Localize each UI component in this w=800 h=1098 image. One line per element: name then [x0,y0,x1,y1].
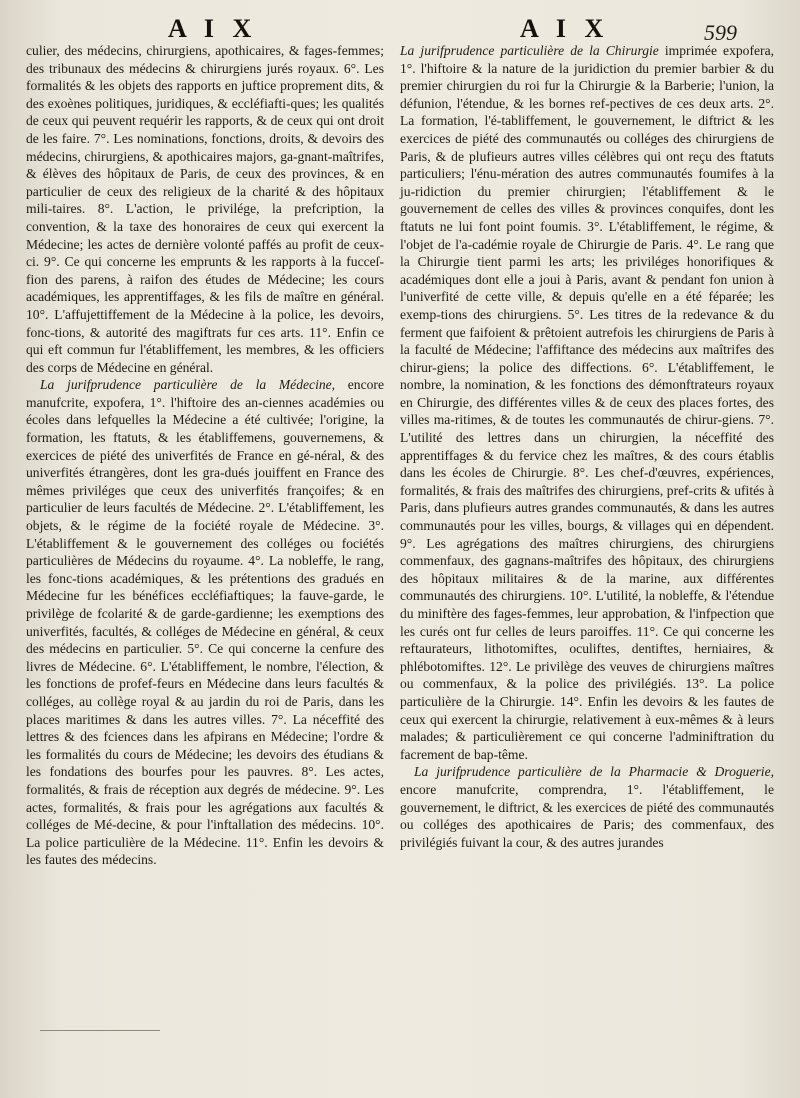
bottom-rule [40,1030,160,1031]
paragraph [400,42,774,763]
running-head-left: A I X [168,14,258,43]
running-head-right: A I X [520,14,610,43]
paragraph-text: encore manufcrite, expofera, 1°. l'hiftoire des an-ciennes académies ou écoles dans lefquelles la Médecine a été cultivée; l'origine, la formation, les ftatuts, & les établiffemens, gouvernemens, & exercices de piété des univerfités de France en gé-néral, & des univerfités étrangères, dont les gra-dués jouiffent en France des mêmes priviléges que ceux des univerfités françoifes; & en particulier de leurs facultés de Médecine. 2°. L'établiffement, les objets, & le régime de la fociété royale de Médecine. 3°. L'établiffement & le gouvernement des colléges ou fociétés particulières de Médecins du royaume. 4°. La nobleffe, le rang, les fonc-tions académiques, & les prétentions des gradués en Médecine fur les bénéfices eccléfiaftiques; la fauve-garde, le privilège de fcolarité & de garde-gardienne; les exemptions des univerfités, facultés, & colléges de Médecine en général, & ceux des médecins en particulier. 5°. Ce qui concerne la cenfure des livres de Médecine. 6°. L'établiffement, le nombre, l'élection, & les fonctions de profef-feurs en Médecine dans leurs facultés & colléges, au collège royal & au jardin du roi de Paris, dans les places maritimes & dans les autres villes. 7°. La néceffité des lettres & des fciences dans les afpirans en Médecine; l'ordre & les formalités du cours de Médecine; les devoirs des étudians & les fondations des bourfes pour les pauvres. 8°. Les actes, formalités, & frais de réception aux degrés de médecine. 9°. Les actes, formalités, & frais pour les agrégations aux facultés & colléges de Mé-decine, & pour l'inftallation des médecins. 10°. La police particulière de la Médecine. 11°. Enfin les devoirs & les fautes des médecins. [26,377,384,868]
paragraph-text: culier, des médecins, chirurgiens, apothicaires, & fages-femmes; des tribunaux des médecins & chirurgiens jurés royaux. 6°. Les formalités & les objets des rapports en juftice proprement dits, & des exoènes politiques, juridiques, & eccléfiafti-ques; les qualités de ceux qui peuvent requérir les rapports, & de ceux qui ont droit de les faire. 7°. Les nominations, fonctions, droits, & devoirs des médecins, chirurgiens, & apothicaires majors, ga-gnant-maîtrifes, & élèves des hôpitaux de Paris, de ceux des provinces, & en particulier de ceux des religieux de la charité & des hôpitaux mili-taires. 8°. L'action, le privilége, la prefcription, la convention, & la taxe des honoraires de ceux qui exercent la Médecine; les actes de dernière volonté paffés au profit de ceux-ci. 9°. Ce qui concerne les emprunts & les rapports à la fucceſ-fion des parens, à raifon des études de Médecine; les cours académiques, les apprentiffages, & les fils de maître en général. 10°. L'affujettiffement de la Médecine à la police, les devoirs, fonc-tions, & autorité des magiftrats fur ces arts. 11°. Enfin ce qui eft commun fur l'établiffement, les membres, & les officiers des corps de Médecine en général. [26,43,384,375]
paragraph [400,763,774,851]
paragraph-text: imprimée expofera, 1°. l'hiftoire & la nature de la juridiction du premier barbier & du premier chirurgien du roi fur la Chirurgie & la Barberie; l'union, la défunion, l'étendue, & les bornes ref-pectives de ces deux arts. 2°. La formation, l'é-tabliffement, le gouvernement, le diftrict & les exercices de piété des communautés ou colléges des chirurgiens de Paris, & de plufieurs autres villes célèbres qui ont reçu des ftatuts particuliers; l'énu-mération des autres communautés foumifes à la ju-ridiction du premier chirurgien; l'établiffement & le gouvernement de celles des villes & provinces conquifes, dont les ftatuts ne lui font point foumis. 3°. L'établiffement, le régime, & l'objet de l'a-cadémie royale de Chirurgie de Paris. 4°. Le rang que la Chirurgie tient parmi les arts; les priviléges honorifiques & académiques dont elle a joui à Paris, avant & pendant fon union à l'univerfité de cette ville, & depuis qu'elle en a été féparée; les exemp-tions des chirurgiens. 5°. Les titres de la redevance & du ferment que faifoient & prêtoient autrefois les chirurgiens de Paris à la faculté de Médecine; l'affiftance des médecins aux maîtrifes des chirur-giens; la police des diffections. 6°. L'établiffement, le nombre, la nomination, & les fonctions des démonftrateurs royaux en Chirurgie, des différentes villes & de ceux des places fortes, des villes ma-ritimes, & de toutes les communautés de chirur-giens. 7°. L'utilité des lettres dans un chirurgien, la néceffité des apprentiffages & du fervice chez les maîtres, & des cours établis dans les écoles de Chirurgie. 8°. Les chef-d'œuvres, expériences, formalités, & frais des maîtrifes des chirurgiens, pref-crits & ufités à Paris, dans plufieurs autres grandes communautés, & dans les autres communautés pour les villes, bourgs, & villages qui en dépendent. 9°. Les agrégations des maîtres chirurgiens, des chirurgiens commenfaux, des gagnans-maîtrifes des hôpitaux, des chirurgiens des hôpitaux militaires & de la marine, aux différentes communautés des chirurgiens. 10°. L'utilité, la nobleffe, & l'étendue du miniftère des fages-femmes, leur approbation, & l'infpection que les curés ont fur celles de leurs paroiffes. 11°. Ce qui concerne les reftaurateurs, lithotomiftes, oculiftes, dentiftes, herniaires, & phlébotomiftes. 12°. Le privilège des veuves de chirurgiens maîtres ou commenfaux, & la police des privilégiés. 13°. La police particulière de la Chirurgie. 14°. Enfin les devoirs & les fautes de ceux qui exercent la chirurgie, relativement à eux-mêmes & à leurs malades; & particulièrement ce qui concerne l'adminiftration du facrement de bap-tême. [400,43,774,762]
paragraph-text: encore manufcrite, comprendra, 1°. l'établiffement, le gouvernement, le diftrict, & les exercices de piété des communautés ou colléges des apothicaires de Paris; des commenfaux, des privilégiés fuivant la cour, & des autres jurandes [400,781,774,850]
paragraph [26,376,384,869]
section-title: La jurifprudence particulière de la Chirurgie [400,43,659,58]
left-column [26,42,384,869]
page-number: 599 [704,20,737,45]
section-title: La jurifprudence particulière de la Pharmacie & Droguerie, [414,764,774,780]
section-title: La jurifprudence particulière de la Médecine, [40,377,336,393]
right-column [400,42,774,851]
paragraph [26,42,384,376]
